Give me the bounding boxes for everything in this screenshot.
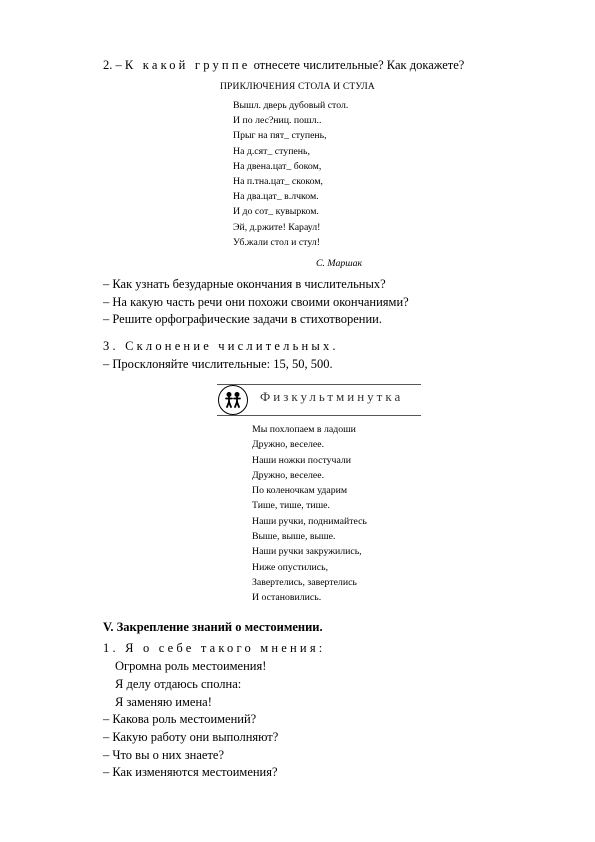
poem-line: Эй, д.ржите! Караул! xyxy=(233,221,321,233)
question-item: – Какую работу они выполняют? xyxy=(103,729,279,744)
poem-line: Уб.жали стол и стул! xyxy=(233,236,320,248)
question-list-2 xyxy=(103,711,278,782)
poem-line: И остановились. xyxy=(252,592,322,604)
question-item: – Какова роль местоимений? xyxy=(103,712,257,726)
section-2-heading xyxy=(103,58,464,73)
poem-line: Прыг на пят_ ступень, xyxy=(233,130,327,142)
verse-line: Огромна роль местоимения! xyxy=(115,659,267,673)
question-list-1 xyxy=(103,276,409,329)
section-2-spaced-text: К какой группе xyxy=(124,58,251,72)
poem-2 xyxy=(252,422,367,606)
poem-line: На д.сят_ ступень, xyxy=(233,145,310,157)
poem-line: Мы похлопаем в ладоши xyxy=(252,424,356,435)
poem-line: На двена.цат_ боком, xyxy=(233,160,322,172)
fizminutka-label: Физкультминутка xyxy=(260,389,404,404)
verse-line: Я заменяю имена! xyxy=(115,694,212,709)
poem-title: ПРИКЛЮЧЕНИЯ СТОЛА И СТУЛА xyxy=(219,82,375,92)
poem-line: На п.тна.цат_ скоком, xyxy=(233,176,323,188)
poem-line: По коленочкам ударим xyxy=(252,485,348,497)
section-2-question: отнесете числительные? Как докажете? xyxy=(253,58,465,72)
poem-line: Завертелись, завертелись xyxy=(252,576,357,588)
poem-line: Тише, тише, тише. xyxy=(252,500,330,512)
question-item: – Решите орфографические задачи в стихотворении. xyxy=(103,312,382,326)
poem-line: Наши ручки закружились, xyxy=(252,546,362,558)
verse-line: Я делу отдаюсь сполна: xyxy=(115,676,242,691)
question-item: – Как изменяются местоимения? xyxy=(103,765,278,780)
poem-1 xyxy=(233,98,348,250)
section-3-task: – Просклоняйте числительные: 15, 50, 500. xyxy=(103,357,333,371)
running-figures-icon xyxy=(218,385,248,415)
poem-line: Выше, выше, выше. xyxy=(252,531,336,543)
poem-line: На два.цат_ в.лчком. xyxy=(233,191,319,203)
poem-author: С. Маршак xyxy=(316,258,363,269)
section-5-1-verse xyxy=(103,658,266,711)
poem-line: Вышл. дверь дубовый стол. xyxy=(233,100,349,111)
section-3-heading: 3. Склонение числительных. xyxy=(103,339,339,353)
poem-line: Ниже опустились, xyxy=(252,561,329,573)
section-2-number: 2. – xyxy=(103,58,122,72)
poem-line: Наши ручки, поднимайтесь xyxy=(252,515,367,527)
question-item: – На какую часть речи они похожи своими окончаниями? xyxy=(103,294,409,309)
poem-line: Дружно, веселее. xyxy=(252,469,325,481)
poem-line: Наши ножки постучали xyxy=(252,454,352,466)
section-5-heading: V. Закрепление знаний о местоимении. xyxy=(103,620,323,634)
poem-line: И по лес?ниц. пошл.. xyxy=(233,115,322,127)
poem-line: Дружно, веселее. xyxy=(252,439,325,451)
poem-line: И до сот_ кувырком. xyxy=(233,206,319,218)
section-5-1-heading: 1. Я о себе такого мнения: xyxy=(103,641,326,655)
question-item: – Что вы о них знаете? xyxy=(103,747,225,762)
question-item: – Как узнать безударные окончания в числительных? xyxy=(103,277,386,291)
